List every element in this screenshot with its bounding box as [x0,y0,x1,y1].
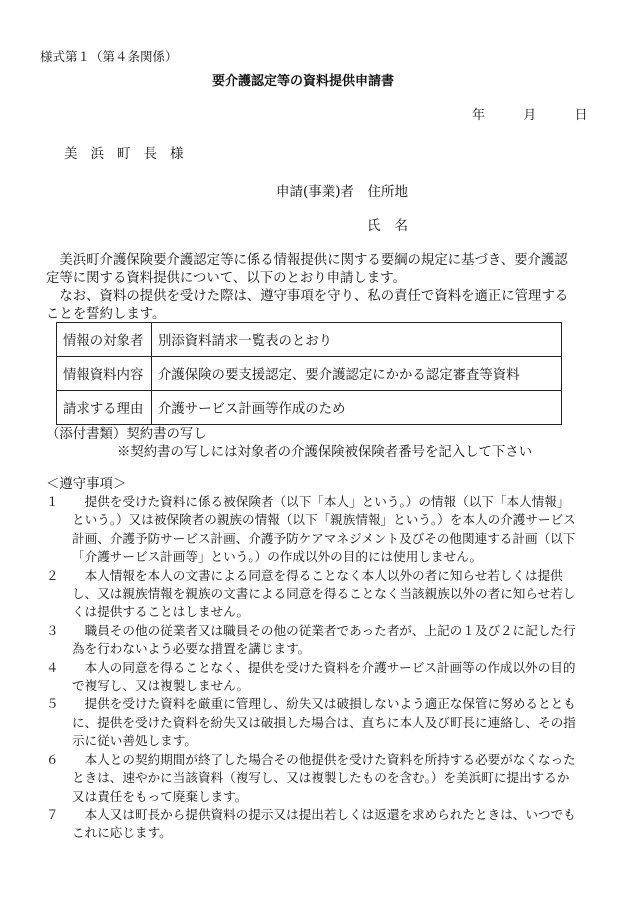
list-item [46,567,576,622]
rule-number: １ [46,494,59,509]
row-label: 情報資料内容 [57,357,152,391]
row-value: 別添資料請求一覧表のとおり [152,323,562,357]
list-item [46,806,576,843]
row-value: 介護サービス計画等作成のため [152,391,562,425]
date-month-label: 月 [523,108,537,123]
body-paragraph-1: 美浜町介護保険要介護認定等に係る情報提供に関する要綱の規定に基づき、要介護認定等に関する資料提供について、以下のとおり申請します。 [46,253,568,286]
applicant-address-label: 申請(事業)者 住所地 [276,184,409,200]
list-item [46,622,576,659]
rules-list [46,493,576,843]
date-day-label: 日 [574,108,588,123]
rule-text: 提供を受けた資料に係る被保険者（以下「本人」という。）の情報（以下「本人情報」という。）又は被保険者の親族の情報（以下「親族情報」という。）を本人の介護サービス計画、介護予防サービス計画、介護予防ケアマネジメント及びその他関連する計画（以下「介護サービス計画等」という。）の作成以外の目的には使用しません。 [72,494,576,565]
table-row [57,391,562,425]
rule-text: 提供を受けた資料を厳重に管理し、紛失又は破損しないよう適正な保管に努めるとともに、提供を受けた資料を紛失又は破損した場合は、直ちに本人及び町長に連絡し、その指示に従い善処します。 [72,696,576,749]
rule-text: 本人情報を本人の文書による同意を得ることなく本人以外の者に知らせ若しくは提供し、又は親族情報を親族の文書による同意を得ることなく当該親族以外の者に知らせ若しくは提供することはしません。 [72,567,576,620]
row-label: 請求する理由 [57,391,152,425]
rule-text: 本人の同意を得ることなく、提供を受けた資料を介護サービス計画等の作成以外の目的で複写し、又は複製しません。 [72,659,576,694]
date-line [472,104,588,123]
date-year-label: 年 [472,108,486,123]
rule-number: ２ [46,567,59,583]
rule-number: ４ [46,659,59,675]
rule-text: 本人との契約期間が終了した場合その他提供を受けた資料を所持する必要がなくなったときは、速やかに当該資料（複写し、又は複製したものを含む。）を美浜町に提出するか又は責任をもって廃棄します。 [72,751,576,804]
rule-number: ５ [46,696,59,712]
list-item [46,493,576,567]
rules-heading: ＜遵守事項＞ [46,477,127,492]
table-row [57,323,562,357]
body-paragraph-2: なお、資料の提供を受けた際は、遵守事項を守り、私の責任で資料を適正に管理することを誓約します。 [46,289,569,322]
attachment-note: ※契約書の写しには対象者の介護保険被保険者番号を記入して下さい [117,445,533,460]
list-item [46,695,576,750]
row-value: 介護保険の要支援認定、要介護認定にかかる認定審査等資料 [152,357,562,391]
rule-number: ６ [46,751,59,767]
addressee: 美浜町長様 [64,146,197,162]
attachment-label: （添付書類）契約書の写し [46,427,207,442]
list-item [46,659,576,696]
rule-text: 本人又は町長から提供資料の提示又は提出若しくは返還を求められたときは、いつでもこれに応じます。 [72,806,576,841]
applicant-name-label: 氏名 [367,218,422,234]
document-title: 要介護認定等の資料提供申請書 [212,74,395,89]
list-item [46,751,576,806]
rule-number: ３ [46,622,59,638]
row-label: 情報の対象者 [57,323,152,357]
rule-number: ７ [46,806,59,822]
rule-text: 職員その他の従業者又は職員その他の従業者であった者が、上記の１及び２に記した行為を行わないよう必要な措置を講じます。 [72,622,576,657]
form-number: 様式第１（第４条関係） [40,49,178,64]
table-row [57,357,562,391]
info-table [56,322,562,425]
